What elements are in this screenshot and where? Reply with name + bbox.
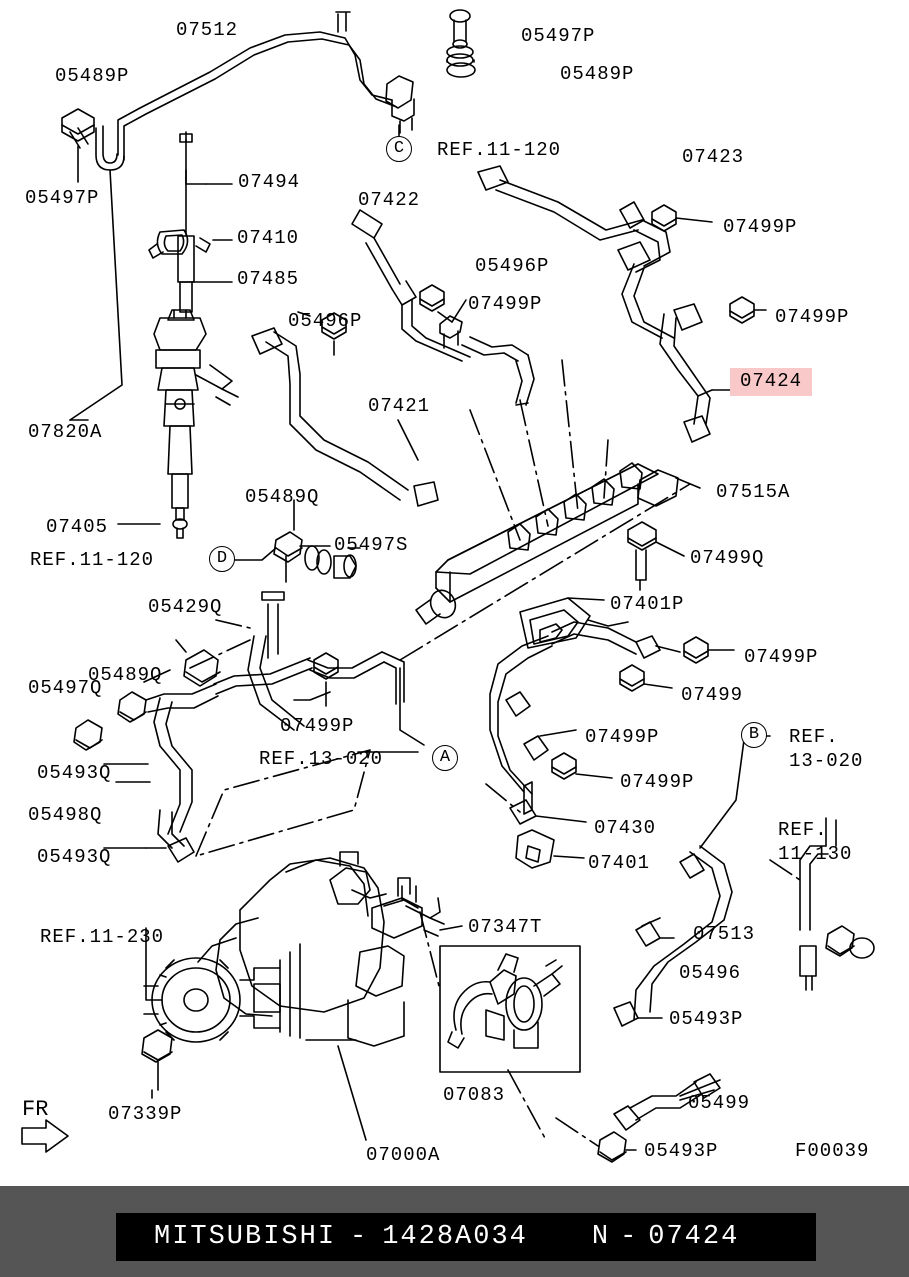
callout-07424-highlighted: 07424	[730, 368, 812, 396]
callout-07421: 07421	[368, 395, 431, 417]
callout-05493Q-lower: 05493Q	[37, 846, 112, 868]
callout-05429Q: 05429Q	[148, 596, 223, 618]
footer-caption	[116, 1213, 816, 1261]
callout-ref-13-020-left: REF.13-020	[259, 748, 384, 770]
callout-05489Q-upper: 05489Q	[245, 486, 320, 508]
callout-07405: 07405	[46, 516, 109, 538]
callout-07494: 07494	[238, 171, 301, 193]
ref-11-130-line2: 11-130	[778, 842, 853, 865]
callout-07499P-upper-right: 07499P	[723, 216, 798, 238]
callout-07083: 07083	[443, 1084, 506, 1106]
callout-ref-11-120-top: REF.11-120	[437, 139, 562, 161]
callout-07499P-lower: 07499P	[620, 771, 695, 793]
callout-07347T: 07347T	[468, 916, 543, 938]
callout-07499P-center: 07499P	[585, 726, 660, 748]
ref-13-020-line1: REF.	[789, 726, 839, 748]
callout-07423: 07423	[682, 146, 745, 168]
ref-circle-a: A	[432, 745, 458, 771]
callout-05493P-upper: 05493P	[669, 1008, 744, 1030]
callout-07401P: 07401P	[610, 593, 685, 615]
callout-07499P-right-mid: 07499P	[744, 646, 819, 668]
callout-07499P-mid: 07499P	[468, 293, 543, 315]
callout-07430: 07430	[594, 817, 657, 839]
footer-brand: MITSUBISHI	[154, 1222, 337, 1252]
callout-05498Q: 05498Q	[28, 804, 103, 826]
callout-05496: 05496	[679, 962, 742, 984]
callout-05493Q-upper: 05493Q	[37, 762, 112, 784]
callout-07515A: 07515A	[716, 481, 791, 503]
callout-05496P-upper: 05496P	[475, 255, 550, 277]
callout-07512: 07512	[176, 19, 239, 41]
callout-07339P: 07339P	[108, 1103, 183, 1125]
footer-part-number: 1428A034	[382, 1222, 528, 1252]
callout-05496P-left: 05496P	[288, 310, 363, 332]
footer-code-number: 07424	[648, 1222, 740, 1252]
callout-07499: 07499	[681, 684, 744, 706]
callout-07000A: 07000A	[366, 1144, 441, 1166]
orientation-marker-fr: FR	[22, 1097, 49, 1122]
callout-07499P-right: 07499P	[775, 306, 850, 328]
callout-05489P-top: 05489P	[560, 63, 635, 85]
callout-07513: 07513	[693, 923, 756, 945]
callout-07499P-lower-left: 07499P	[280, 715, 355, 737]
ref-11-130-line1: REF.	[778, 819, 828, 841]
callout-05489Q-lower: 05489Q	[88, 664, 163, 686]
callout-07410: 07410	[237, 227, 300, 249]
callout-07499Q: 07499Q	[690, 547, 765, 569]
callout-07401: 07401	[588, 852, 651, 874]
footer-separator: -	[350, 1222, 369, 1252]
callout-05497Q: 05497Q	[28, 677, 103, 699]
callout-ref-11-120-mid: REF.11-120	[30, 549, 155, 571]
ref-circle-b: B	[741, 722, 767, 748]
callout-07422: 07422	[358, 189, 421, 211]
ref-circle-d: D	[209, 546, 235, 572]
callout-07820A: 07820A	[28, 421, 103, 443]
ref-circle-c: C	[386, 136, 412, 162]
callout-05489P-left: 05489P	[55, 65, 130, 87]
callout-ref-13-020-right	[789, 726, 863, 774]
ref-13-020-line2: 13-020	[789, 749, 864, 772]
footer-code-prefix: N	[591, 1222, 611, 1252]
callout-ref-11-130	[778, 819, 852, 867]
callout-05493P-lower: 05493P	[644, 1140, 719, 1162]
callout-05497P-top: 05497P	[521, 25, 596, 47]
callout-ref-11-230: REF.11-230	[40, 926, 165, 948]
callout-05497P-left: 05497P	[25, 187, 100, 209]
drawing-sheet-code: F00039	[795, 1140, 870, 1162]
footer-code-separator: -	[620, 1222, 639, 1252]
callout-07485: 07485	[237, 268, 300, 290]
callout-05499: 05499	[688, 1092, 751, 1114]
callout-05497S: 05497S	[334, 534, 409, 556]
